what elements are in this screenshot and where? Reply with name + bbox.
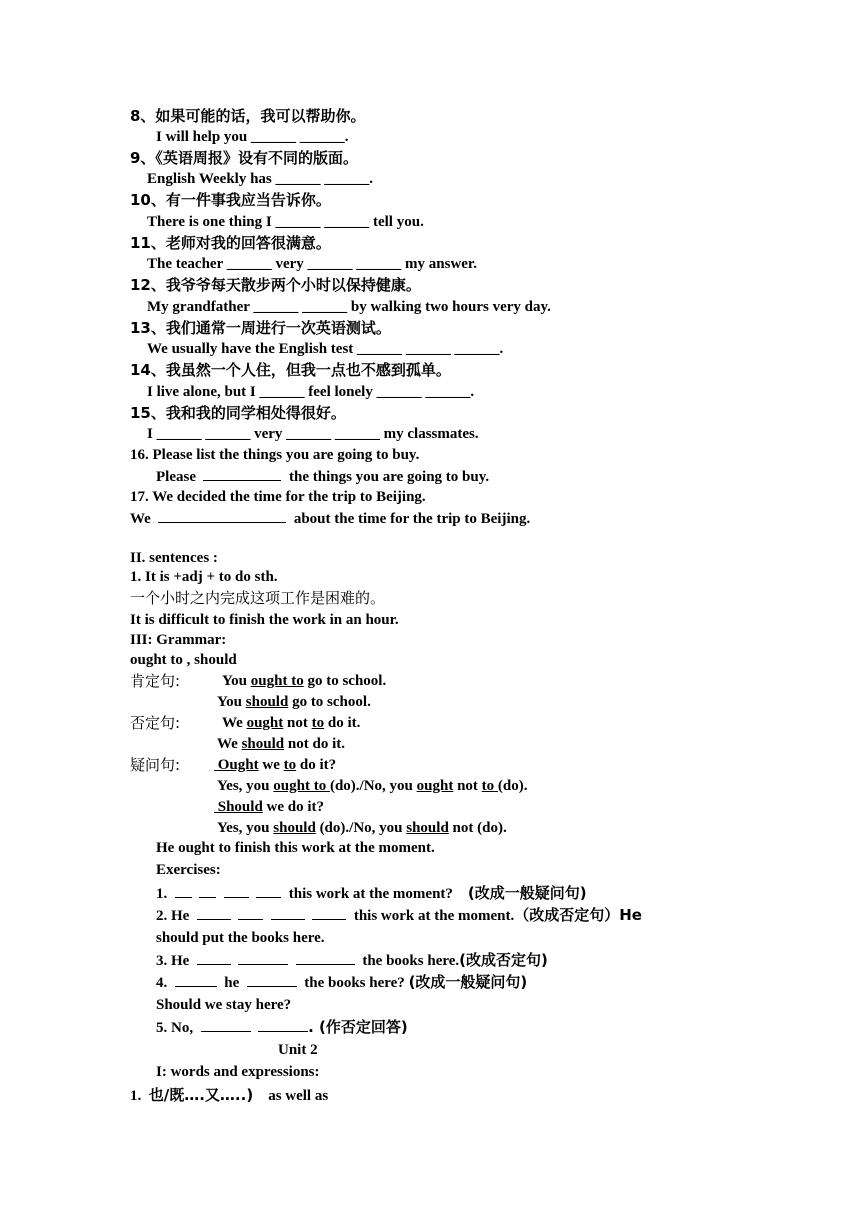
negative-should: We should not do it. (217, 736, 345, 752)
ex4-blank-2[interactable] (247, 972, 297, 987)
ex3-blank-2[interactable] (238, 950, 288, 965)
q17-blank[interactable] (158, 508, 286, 523)
affirmative-label: 肯定句: (130, 672, 181, 690)
section-ii-pattern: 1. It is +adj + to do sth. (130, 569, 278, 585)
negative-ought: We ought not to do it. (222, 715, 361, 731)
q11-english: The teacher ______ very ______ ______ my answer. (147, 256, 477, 272)
q13-chinese: 13、我们通常一周进行一次英语测试。 (130, 319, 391, 337)
answer-ought: Yes, you ought to (do)./No, you ought not to (do). (217, 778, 528, 794)
q10-english: There is one thing I ______ ______ tell you. (147, 214, 424, 230)
q16-sentence: 16. Please list the things you are going to buy. (130, 447, 420, 463)
ex1-blank-3[interactable] (224, 883, 249, 898)
q15-chinese: 15、我和我的同学相处得很好。 (130, 404, 346, 422)
q8-english: I will help you ______ ______. (156, 129, 349, 145)
affirmative-should: You should go to school. (217, 694, 371, 710)
q10-chinese: 10、有一件事我应当告诉你。 (130, 191, 331, 209)
negative-label: 否定句: (130, 714, 181, 732)
unit-2-heading: Unit 2 (278, 1042, 318, 1058)
section-iii-title: III: Grammar: (130, 632, 227, 648)
exercise-4: 4. he the books here? (改成一般疑问句) (156, 973, 528, 991)
section-ii-title: II. sentences : (130, 550, 218, 566)
q9-chinese: 9、《英语周报》设有不同的版面。 (130, 149, 358, 167)
section-iii-subtitle: ought to , should (130, 652, 237, 668)
q11-chinese: 11、老师对我的回答很满意。 (130, 234, 331, 252)
exercise-4-continuation: Should we stay here? (156, 997, 292, 1013)
ex2-blank-1[interactable] (197, 905, 231, 920)
ex2-blank-4[interactable] (312, 905, 346, 920)
question-should: Should we do it? (217, 799, 325, 815)
q16-answer-line: Please the things you are going to buy. (156, 466, 489, 487)
question-label: 疑问句: (130, 756, 181, 774)
q16-blank[interactable] (203, 466, 281, 481)
affirmative-ought: You ought to go to school. (222, 673, 387, 689)
unit-2-subtitle: I: words and expressions: (156, 1064, 320, 1080)
q17-answer-line: We about the time for the trip to Beijing. (130, 508, 530, 529)
ex3-blank-1[interactable] (197, 950, 231, 965)
q14-chinese: 14、我虽然一个人住，但我一点也不感到孤单。 (130, 361, 451, 379)
q8-chinese: 8、如果可能的话，我可以帮助你。 (130, 107, 366, 125)
ex2-blank-3[interactable] (271, 905, 305, 920)
ex1-blank-1[interactable] (175, 883, 192, 898)
q9-english: English Weekly has ______ ______. (147, 171, 374, 187)
q15-english: I ______ ______ very ______ ______ my classmates. (147, 426, 479, 442)
exercise-1: 1. this work at the moment? (改成一般疑问句) (156, 884, 587, 902)
ex3-blank-3[interactable] (296, 950, 355, 965)
q12-english: My grandfather ______ ______ by walking two hours very day. (147, 299, 551, 315)
exercises-title: Exercises: (156, 862, 221, 878)
ex1-blank-4[interactable] (256, 883, 281, 898)
ex5-blank-2[interactable] (258, 1017, 308, 1032)
q12-chinese: 12、我爷爷每天散步两个小时以保持健康。 (130, 276, 421, 294)
ex5-blank-1[interactable] (201, 1017, 251, 1032)
answer-should: Yes, you should (do)./No, you should not (do). (217, 820, 507, 836)
exercise-5: 5. No, . (作否定回答) (156, 1018, 408, 1036)
ex2-blank-2[interactable] (238, 905, 263, 920)
q17-sentence: 17. We decided the time for the trip to Beijing. (130, 489, 426, 505)
exercise-3: 3. He the books here.(改成否定句) (156, 951, 548, 969)
ex4-blank-1[interactable] (175, 972, 217, 987)
unit-2-item-1: 1. 也/既….又…..) as well as (130, 1086, 329, 1104)
ex1-blank-2[interactable] (199, 883, 216, 898)
example-sentence: He ought to finish this work at the moment. (156, 840, 435, 856)
exercise-2-continuation: should put the books here. (156, 930, 325, 946)
q13-english: We usually have the English test ______ ______ ______. (147, 341, 504, 357)
exercise-2: 2. He this work at the moment.（改成否定句）He (156, 906, 642, 924)
question-ought: Ought we to do it? (217, 757, 337, 773)
q14-english: I live alone, but I ______ feel lonely ______ ______. (147, 384, 475, 400)
section-ii-chinese: 一个小时之内完成这项工作是困难的。 (130, 589, 386, 607)
section-ii-english: It is difficult to finish the work in an hour. (130, 612, 399, 628)
